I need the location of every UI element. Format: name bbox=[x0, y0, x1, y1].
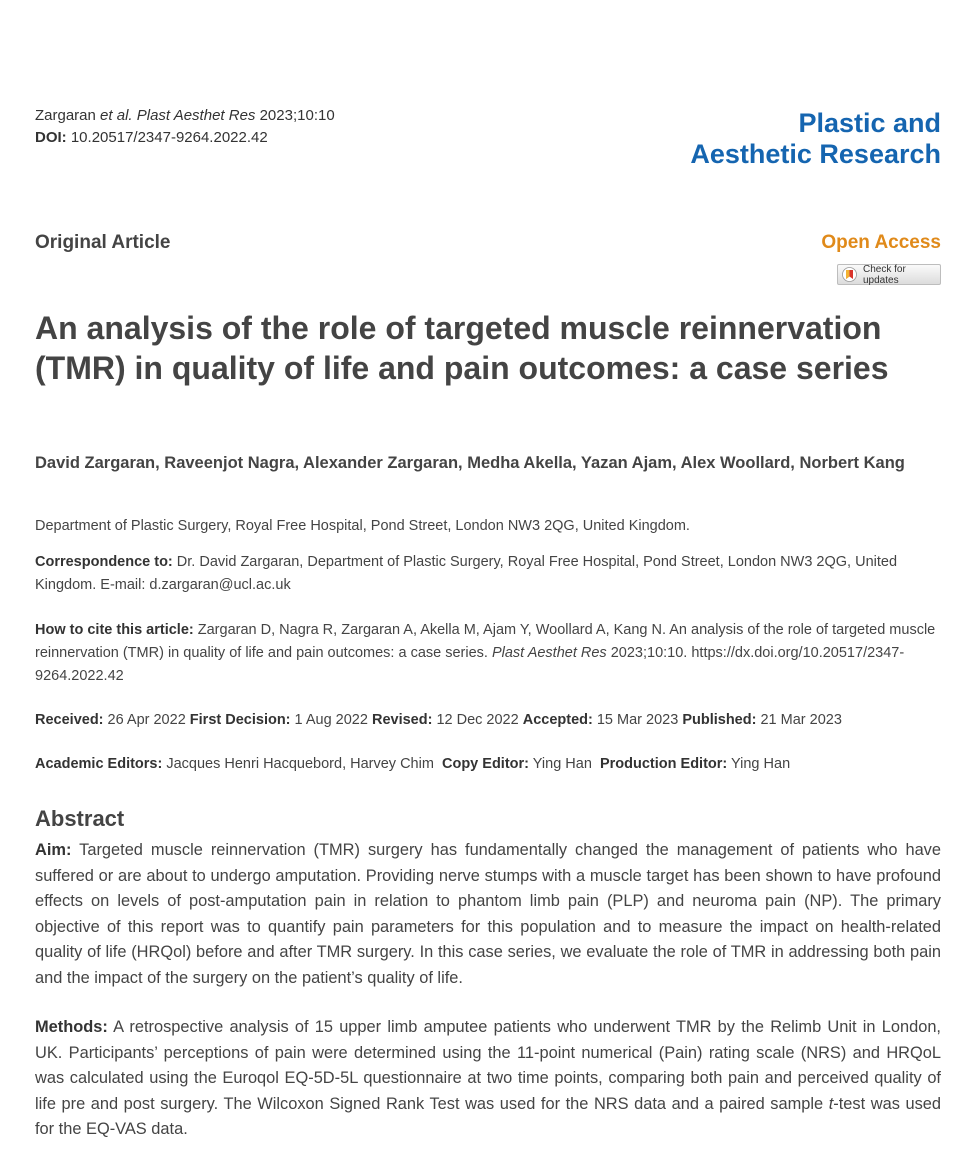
aim-text: Targeted muscle reinnervation (TMR) surgery has fundamentally changed the management of patients who have suffered or are about to undergo amputation. Providing nerve stumps with a muscle target has been shown to have profound effects on levels of post-amputation pain in relation to phantom limb pain (PLP) and neuroma pain (NP). The primary objective of this report was to quantify pain parameters for this population and to measure the impact on health-related quality of life (HRQol) before and after TMR surgery. In this case series, we evaluate the role of TMR in addressing both pain and the impact of the surgery on the patient’s quality of life. bbox=[35, 841, 941, 987]
article-title: An analysis of the role of targeted muscle reinnervation (TMR) in quality of life and pain outcomes: a case series bbox=[35, 310, 889, 386]
first-decision-label: First Decision: bbox=[189, 712, 291, 728]
aim-label: Aim: bbox=[35, 841, 72, 859]
abstract-methods bbox=[35, 1015, 941, 1143]
methods-label: Methods: bbox=[35, 1018, 108, 1036]
article-type: Original Article bbox=[35, 232, 171, 253]
received-label: Received: bbox=[35, 712, 104, 728]
author-list: David Zargaran, Raveenjot Nagra, Alexander Zargaran, Medha Akella, Yazan Ajam, Alex Woollard, Norbert Kang bbox=[35, 454, 905, 472]
editors bbox=[35, 753, 955, 775]
received-date: 26 Apr 2022 bbox=[107, 712, 186, 728]
header-citation bbox=[35, 106, 335, 126]
check-for-updates-label: Check for updates bbox=[863, 263, 906, 286]
abstract-heading: Abstract bbox=[35, 806, 125, 831]
accepted-date: 15 Mar 2023 bbox=[596, 712, 679, 728]
correspondence bbox=[35, 551, 940, 597]
citation-author: Zargaran bbox=[35, 107, 96, 124]
doi-value[interactable]: 10.20517/2347-9264.2022.42 bbox=[70, 129, 268, 146]
how-to-cite bbox=[35, 619, 940, 688]
doi-label: DOI: bbox=[35, 129, 67, 146]
affiliation: Department of Plastic Surgery, Royal Free Hospital, Pond Street, London NW3 2QG, United Kingdom. bbox=[35, 518, 690, 534]
copy-editor: Ying Han bbox=[532, 756, 592, 772]
abstract-aim bbox=[35, 838, 941, 991]
revised-date: 12 Dec 2022 bbox=[436, 712, 519, 728]
first-decision-date: 1 Aug 2022 bbox=[294, 712, 368, 728]
header-doi bbox=[35, 128, 268, 148]
production-editor-label: Production Editor: bbox=[599, 756, 728, 772]
check-for-updates-button[interactable] bbox=[837, 264, 941, 285]
production-editor: Ying Han bbox=[731, 756, 791, 772]
copy-editor-label: Copy Editor: bbox=[442, 756, 529, 772]
crossmark-icon bbox=[842, 267, 857, 282]
academic-editors-label: Academic Editors: bbox=[35, 756, 163, 772]
journal-name-line1: Plastic and bbox=[798, 108, 941, 138]
how-to-cite-label: How to cite this article: bbox=[35, 622, 194, 638]
citation-journal: Plast Aesthet Res bbox=[136, 107, 256, 124]
methods-text: A retrospective analysis of 15 upper limb amputee patients who underwent TMR by the Relimb Unit in London, UK. Participants’ perceptions of pain were determined using the 11-point numerical (Pain) rating scale (NRS) and HRQoL was calculated using the Euroqol EQ-5D-5L questionnaire at two time points, comparing both pain and perceived quality of life pre and post surgery. The Wilcoxon Signed Rank Test was used for the NRS data and a paired sample bbox=[35, 1018, 941, 1113]
citation-etal: et al. bbox=[100, 107, 133, 124]
methods-t-italic: t bbox=[828, 1094, 834, 1113]
journal-name-line2: Aesthetic Research bbox=[690, 139, 941, 169]
correspondence-text: Dr. David Zargaran, Department of Plastic Surgery, Royal Free Hospital, Pond Street, London NW3 2QG, United Kingdom. E-mail: d.zargaran@ucl.ac.uk bbox=[35, 554, 898, 593]
published-date: 21 Mar 2023 bbox=[760, 712, 842, 728]
accepted-label: Accepted: bbox=[522, 712, 593, 728]
journal-logo-text[interactable] bbox=[690, 108, 941, 170]
methods-text-end: -test was used for the EQ-VAS data. bbox=[35, 1094, 941, 1138]
correspondence-label: Correspondence to: bbox=[35, 554, 173, 570]
published-label: Published: bbox=[682, 712, 757, 728]
how-to-cite-volume: 2023;10:10. bbox=[610, 645, 688, 661]
open-access-label: Open Access bbox=[821, 232, 941, 253]
how-to-cite-journal: Plast Aesthet Res bbox=[491, 645, 607, 661]
citation-volume: 2023;10:10 bbox=[259, 107, 335, 124]
revised-label: Revised: bbox=[371, 712, 433, 728]
article-dates bbox=[35, 709, 955, 731]
how-to-cite-url[interactable]: https://dx.doi.org/10.20517/2347-9264.2022.42 bbox=[35, 645, 905, 684]
how-to-cite-text: Zargaran D, Nagra R, Zargaran A, Akella M, Ajam Y, Woollard A, Kang N. An analysis of the role of targeted muscle reinnervation (TMR) in quality of life and pain outcomes: a case series. bbox=[35, 622, 936, 661]
academic-editors: Jacques Henri Hacquebord, Harvey Chim bbox=[166, 756, 434, 772]
